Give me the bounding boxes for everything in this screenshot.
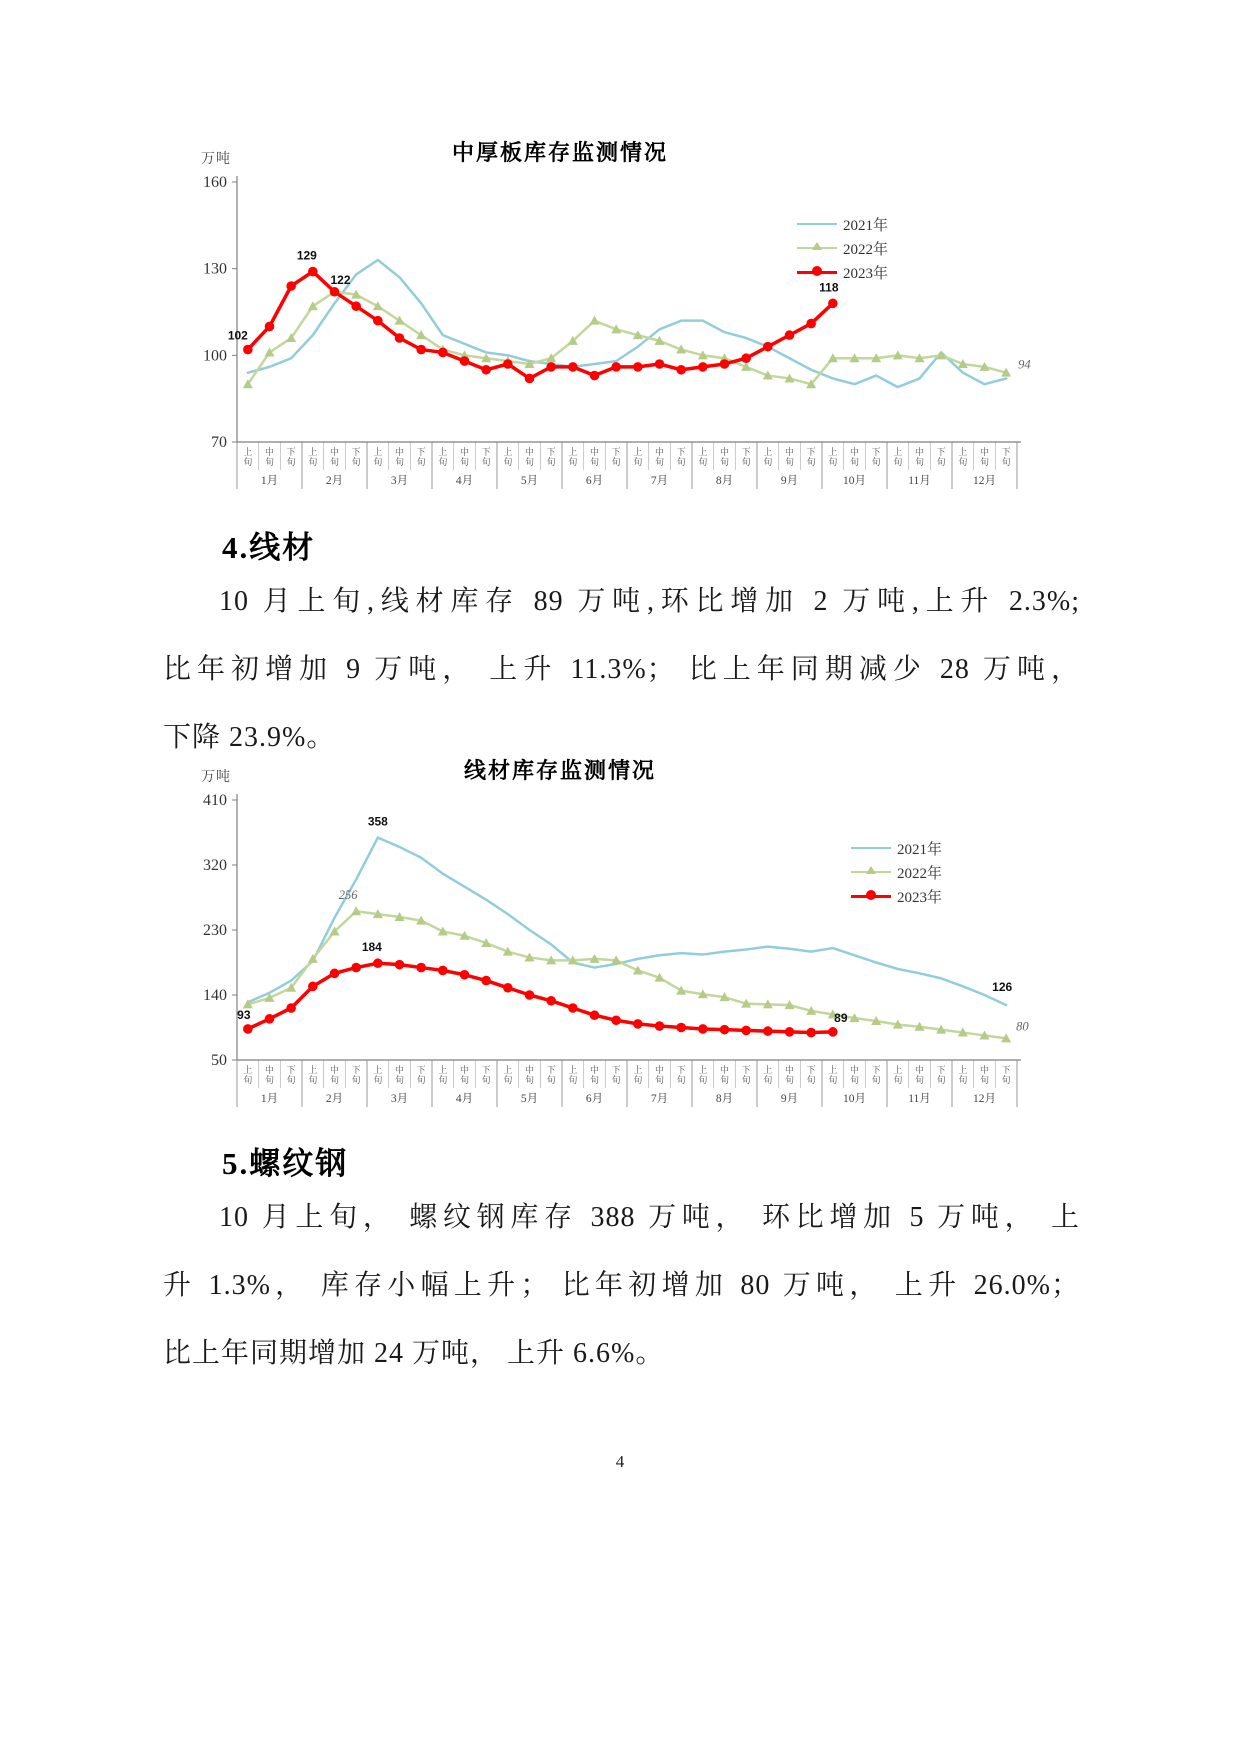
svg-text:中: 中 [784,1065,795,1075]
svg-text:旬: 旬 [763,457,773,467]
paragraph-line: 下降 23.9%。 [163,722,336,753]
svg-text:旬: 旬 [394,1075,405,1085]
svg-text:中: 中 [589,447,600,457]
svg-text:10月: 10月 [843,475,866,487]
svg-text:358: 358 [367,814,388,829]
svg-text:旬: 旬 [329,457,340,467]
legend-item-2022年 [851,862,942,882]
svg-text:旬: 旬 [481,1075,491,1085]
svg-text:230: 230 [203,922,227,939]
svg-text:中: 中 [264,1065,275,1075]
svg-text:上: 上 [373,447,383,457]
x-month-labels [261,1092,996,1105]
svg-text:旬: 旬 [849,1075,860,1085]
svg-text:旬: 旬 [633,1075,643,1085]
svg-text:下: 下 [286,1065,296,1075]
svg-text:旬: 旬 [329,1075,340,1085]
svg-text:102: 102 [227,328,248,343]
svg-text:旬: 旬 [784,457,795,467]
svg-text:旬: 旬 [979,457,990,467]
svg-text:旬: 旬 [459,1075,470,1085]
svg-text:中: 中 [719,1065,730,1075]
svg-text:下: 下 [481,1065,491,1075]
svg-text:旬: 旬 [654,1075,665,1085]
svg-text:旬: 旬 [503,1075,513,1085]
svg-text:旬: 旬 [849,457,860,467]
svg-text:上: 上 [763,1065,773,1075]
svg-text:旬: 旬 [1001,1075,1011,1085]
svg-text:旬: 旬 [936,1075,946,1085]
svg-text:8月: 8月 [715,475,734,487]
svg-text:中: 中 [524,447,535,457]
svg-text:旬: 旬 [763,1075,773,1085]
svg-text:旬: 旬 [741,1075,751,1085]
y-axis-unit-label: 万吨 [201,152,231,167]
svg-text:中: 中 [459,447,470,457]
svg-text:上: 上 [828,447,838,457]
svg-text:12月: 12月 [973,475,996,487]
svg-text:上: 上 [243,1065,253,1075]
svg-text:下: 下 [806,1065,816,1075]
paragraph-wire-rod [163,568,1080,772]
svg-text:旬: 旬 [394,457,405,467]
svg-text:410: 410 [203,792,227,809]
svg-text:旬: 旬 [676,457,686,467]
svg-text:旬: 旬 [351,457,361,467]
svg-text:旬: 旬 [611,1075,621,1085]
svg-text:旬: 旬 [958,457,968,467]
svg-text:旬: 旬 [871,457,881,467]
svg-text:下: 下 [481,447,491,457]
svg-text:11月: 11月 [908,1093,931,1105]
legend-swatch-triangle-icon [851,867,891,877]
axes [237,794,1021,1060]
svg-text:中: 中 [394,1065,405,1075]
svg-text:7月: 7月 [650,1093,669,1105]
svg-text:下: 下 [1001,1065,1011,1075]
legend-swatch-line-icon [797,219,837,229]
svg-text:旬: 旬 [568,1075,578,1085]
svg-text:中: 中 [914,447,925,457]
svg-text:中: 中 [589,1065,600,1075]
svg-text:下: 下 [416,1065,426,1075]
series-2023年 [243,958,838,1037]
svg-text:旬: 旬 [264,1075,275,1085]
chart-legend [851,838,942,906]
svg-text:中: 中 [654,447,665,457]
svg-text:旬: 旬 [438,457,448,467]
svg-text:上: 上 [568,1065,578,1075]
svg-text:4月: 4月 [455,475,474,487]
svg-text:5月: 5月 [520,475,539,487]
svg-text:1月: 1月 [260,1093,279,1105]
svg-text:12月: 12月 [973,1093,996,1105]
svg-text:122: 122 [330,272,351,287]
chart-medium-plate-inventory [185,130,1065,560]
svg-text:旬: 旬 [828,1075,838,1085]
paragraph-line: 10 月上旬， 螺纹钢库存 388 万吨， 环比增加 5 万吨， 上 [219,1202,1080,1233]
legend-item-2021年 [851,838,942,858]
svg-text:3月: 3月 [390,475,409,487]
chart-title: 线材库存监测情况 [463,758,656,783]
svg-text:旬: 旬 [546,1075,556,1085]
svg-text:140: 140 [203,987,227,1004]
svg-text:8月: 8月 [715,1093,734,1105]
svg-text:旬: 旬 [308,457,318,467]
section-heading-wire-rod: 4.线材 [222,530,316,565]
svg-text:上: 上 [438,1065,448,1075]
svg-text:70: 70 [211,434,227,451]
svg-text:下: 下 [611,1065,621,1075]
svg-text:中: 中 [719,447,730,457]
svg-text:上: 上 [243,447,253,457]
legend-label: 2021年 [843,217,889,234]
svg-text:11月: 11月 [908,475,931,487]
page-number: 4 [615,1452,625,1471]
svg-text:旬: 旬 [546,457,556,467]
legend-item-2022年 [797,238,888,258]
svg-text:320: 320 [203,857,227,874]
svg-text:旬: 旬 [698,457,708,467]
svg-text:4月: 4月 [455,1093,474,1105]
svg-text:中: 中 [524,1065,535,1075]
svg-text:旬: 旬 [828,457,838,467]
svg-text:中: 中 [394,447,405,457]
svg-text:旬: 旬 [806,1075,816,1085]
svg-text:中: 中 [264,447,275,457]
svg-text:旬: 旬 [784,1075,795,1085]
svg-text:下: 下 [416,447,426,457]
legend-label: 2023年 [843,265,889,282]
svg-text:上: 上 [633,447,643,457]
svg-text:旬: 旬 [979,1075,990,1085]
svg-text:旬: 旬 [351,1075,361,1085]
svg-text:旬: 旬 [893,457,903,467]
svg-text:上: 上 [308,447,318,457]
svg-text:下: 下 [611,447,621,457]
svg-text:上: 上 [503,447,513,457]
svg-text:上: 上 [958,1065,968,1075]
paragraph-line: 10 月上旬,线材库存 89 万吨,环比增加 2 万吨,上升 2.3%; [219,586,1080,617]
svg-text:旬: 旬 [914,457,925,467]
svg-text:中: 中 [979,447,990,457]
svg-text:旬: 旬 [568,457,578,467]
svg-text:中: 中 [849,447,860,457]
svg-text:旬: 旬 [633,457,643,467]
svg-text:上: 上 [373,1065,383,1075]
svg-text:旬: 旬 [373,1075,383,1085]
svg-text:下: 下 [936,447,946,457]
legend-label: 2021年 [897,841,943,858]
svg-text:上: 上 [568,447,578,457]
legend-item-2023年 [851,886,942,906]
svg-text:3月: 3月 [390,1093,409,1105]
chart-canvas [185,170,1065,530]
svg-text:94: 94 [1018,357,1031,372]
svg-text:6月: 6月 [585,1093,604,1105]
svg-text:旬: 旬 [676,1075,686,1085]
legend-swatch-triangle-icon [797,243,837,253]
legend-swatch-circle-icon [797,267,837,277]
svg-text:上: 上 [698,1065,708,1075]
svg-text:上: 上 [893,447,903,457]
svg-text:旬: 旬 [416,1075,426,1085]
svg-text:中: 中 [329,447,340,457]
legend-swatch-circle-icon [851,891,891,901]
svg-text:旬: 旬 [286,1075,296,1085]
paragraph-line: 比上年同期增加 24 万吨， 上升 6.6%。 [163,1338,665,1369]
legend-item-2023年 [797,262,888,282]
svg-text:旬: 旬 [524,457,535,467]
svg-text:上: 上 [633,1065,643,1075]
svg-text:上: 上 [438,447,448,457]
svg-text:旬: 旬 [893,1075,903,1085]
svg-text:旬: 旬 [958,1075,968,1085]
svg-text:下: 下 [806,447,816,457]
svg-text:下: 下 [871,447,881,457]
svg-text:下: 下 [741,447,751,457]
svg-text:下: 下 [546,1065,556,1075]
svg-text:9月: 9月 [780,1093,799,1105]
svg-text:89: 89 [834,1010,848,1025]
y-axis-ticks [203,174,237,451]
paragraph-rebar [163,1184,1080,1388]
svg-text:100: 100 [203,347,227,365]
legend-label: 2022年 [897,865,943,882]
svg-text:118: 118 [819,280,839,295]
svg-text:旬: 旬 [589,457,600,467]
svg-text:7月: 7月 [650,475,669,487]
svg-text:5月: 5月 [520,1093,539,1105]
svg-text:中: 中 [329,1065,340,1075]
svg-text:1月: 1月 [260,475,279,487]
svg-text:上: 上 [763,447,773,457]
svg-text:上: 上 [698,447,708,457]
chart-title: 中厚板库存监测情况 [451,140,668,165]
svg-text:256: 256 [338,888,358,903]
legend-swatch-line-icon [851,843,891,853]
svg-text:旬: 旬 [719,1075,730,1085]
legend-label: 2022年 [843,241,889,258]
svg-text:下: 下 [676,1065,686,1075]
svg-text:旬: 旬 [719,457,730,467]
svg-text:10月: 10月 [843,1093,866,1105]
svg-text:旬: 旬 [286,457,296,467]
svg-text:50: 50 [211,1052,227,1069]
svg-text:旬: 旬 [459,457,470,467]
svg-text:下: 下 [351,1065,361,1075]
chart-legend [797,214,888,282]
legend-item-2021年 [797,214,888,234]
y-axis-unit-label: 万吨 [201,770,231,785]
chart-wire-rod-inventory [185,748,1065,1178]
svg-text:126: 126 [992,980,1013,995]
svg-text:旬: 旬 [416,457,426,467]
svg-text:旬: 旬 [611,457,621,467]
y-axis-ticks [203,792,237,1069]
svg-text:上: 上 [958,447,968,457]
svg-text:中: 中 [784,447,795,457]
svg-text:下: 下 [871,1065,881,1075]
svg-text:上: 上 [503,1065,513,1075]
svg-text:旬: 旬 [936,457,946,467]
svg-text:下: 下 [351,447,361,457]
svg-text:130: 130 [203,260,227,278]
svg-text:中: 中 [979,1065,990,1075]
svg-text:旬: 旬 [243,1075,253,1085]
svg-text:上: 上 [308,1065,318,1075]
svg-text:旬: 旬 [264,457,275,467]
svg-text:上: 上 [828,1065,838,1075]
svg-text:旬: 旬 [806,457,816,467]
svg-text:旬: 旬 [741,457,751,467]
svg-text:9月: 9月 [780,475,799,487]
svg-text:下: 下 [676,447,686,457]
svg-text:旬: 旬 [308,1075,318,1085]
svg-text:184: 184 [361,940,382,955]
svg-text:129: 129 [296,248,317,263]
svg-text:6月: 6月 [585,475,604,487]
svg-text:2月: 2月 [325,475,344,487]
svg-text:中: 中 [849,1065,860,1075]
section-heading-rebar: 5.螺纹钢 [222,1146,349,1181]
svg-text:下: 下 [546,447,556,457]
x-month-labels [261,474,996,487]
svg-text:80: 80 [1016,1019,1029,1034]
svg-text:中: 中 [914,1065,925,1075]
svg-text:旬: 旬 [871,1075,881,1085]
svg-text:旬: 旬 [914,1075,925,1085]
svg-text:93: 93 [237,1007,251,1022]
svg-text:旬: 旬 [243,457,253,467]
svg-text:旬: 旬 [589,1075,600,1085]
paragraph-line: 比年初增加 9 万吨， 上升 11.3%； 比上年同期减少 28 万吨， [163,654,1080,685]
svg-text:下: 下 [286,447,296,457]
svg-text:160: 160 [203,174,227,191]
svg-text:旬: 旬 [438,1075,448,1085]
svg-text:旬: 旬 [654,457,665,467]
svg-text:下: 下 [741,1065,751,1075]
svg-text:旬: 旬 [481,457,491,467]
paragraph-line: 升 1.3%， 库存小幅上升； 比年初增加 80 万吨， 上升 26.0%； [163,1270,1080,1301]
svg-text:旬: 旬 [524,1075,535,1085]
svg-text:旬: 旬 [373,457,383,467]
svg-text:中: 中 [654,1065,665,1075]
legend-label: 2023年 [897,889,943,906]
svg-text:中: 中 [459,1065,470,1075]
svg-text:2月: 2月 [325,1093,344,1105]
svg-text:上: 上 [893,1065,903,1075]
svg-text:旬: 旬 [698,1075,708,1085]
svg-text:下: 下 [936,1065,946,1075]
svg-text:旬: 旬 [503,457,513,467]
svg-text:旬: 旬 [1001,457,1011,467]
svg-text:下: 下 [1001,447,1011,457]
